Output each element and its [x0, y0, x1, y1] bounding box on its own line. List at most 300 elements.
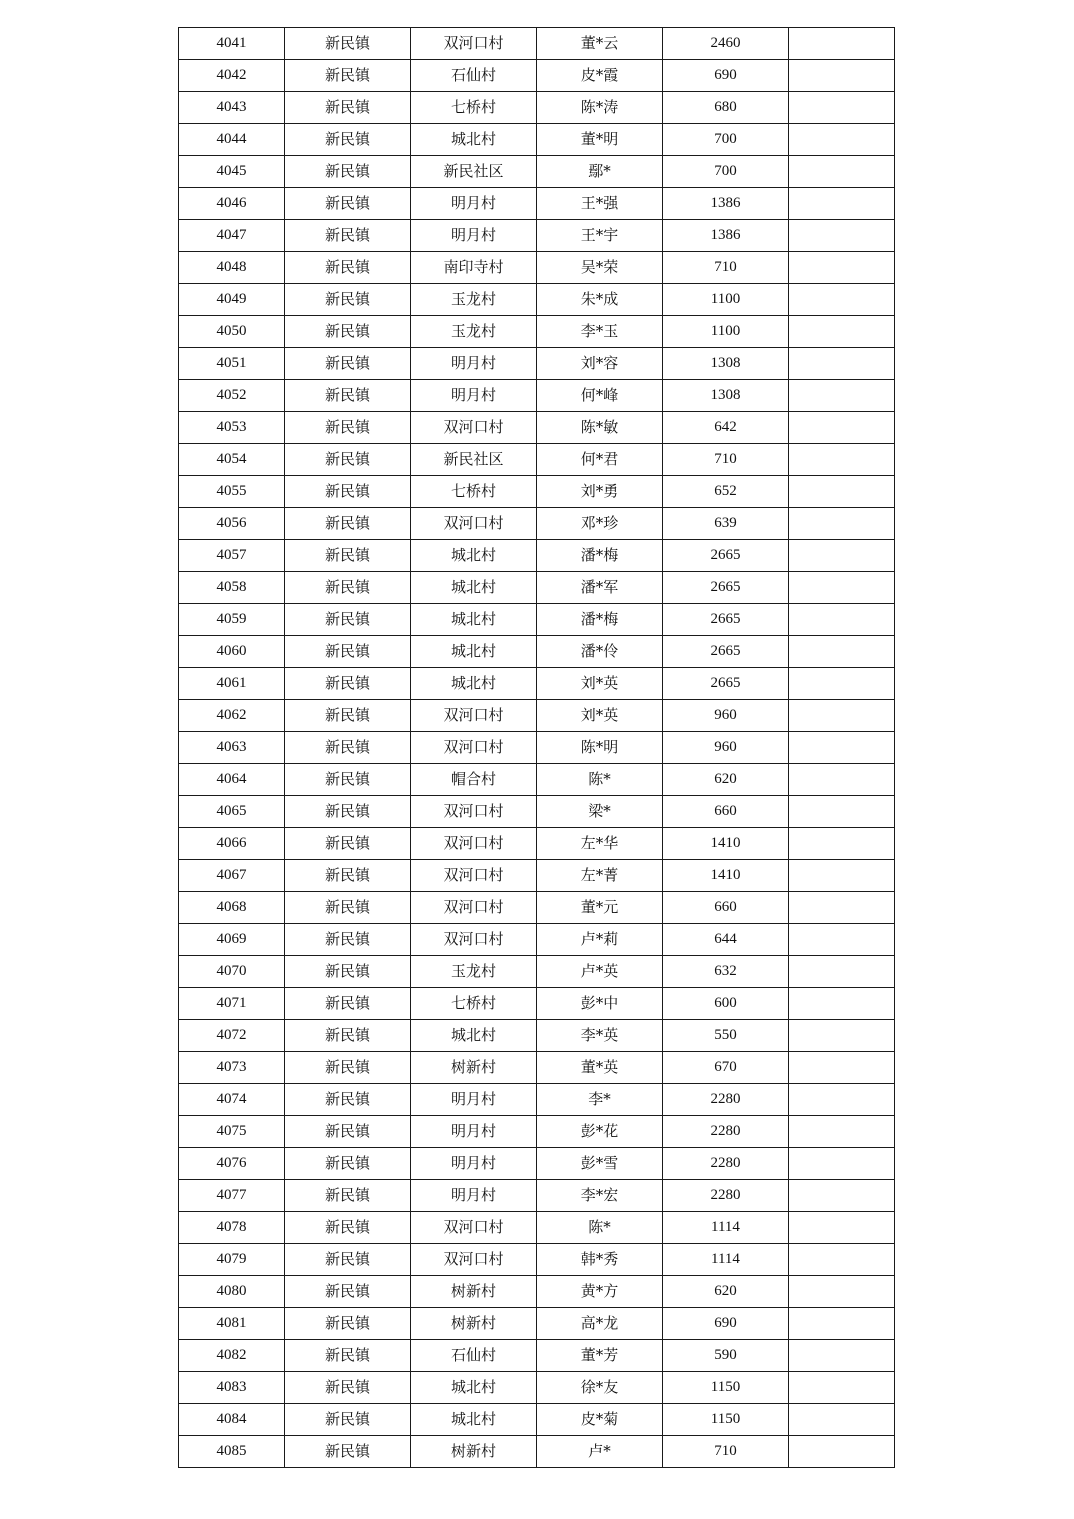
name-cell: 陈*敏 — [537, 412, 663, 444]
row-number: 4061 — [179, 668, 285, 700]
town-cell: 新民镇 — [285, 444, 411, 476]
village-cell: 明月村 — [411, 380, 537, 412]
table-row — [179, 1084, 895, 1116]
name-cell: 何*君 — [537, 444, 663, 476]
remark-cell — [789, 444, 895, 476]
amount-cell: 1386 — [663, 188, 789, 220]
row-number: 4052 — [179, 380, 285, 412]
amount-cell: 590 — [663, 1340, 789, 1372]
row-number: 4058 — [179, 572, 285, 604]
remark-cell — [789, 60, 895, 92]
village-cell: 石仙村 — [411, 60, 537, 92]
row-number: 4080 — [179, 1276, 285, 1308]
town-cell: 新民镇 — [285, 1020, 411, 1052]
village-cell: 城北村 — [411, 540, 537, 572]
remark-cell — [789, 988, 895, 1020]
table-row — [179, 1116, 895, 1148]
row-number: 4084 — [179, 1404, 285, 1436]
name-cell: 董*元 — [537, 892, 663, 924]
town-cell: 新民镇 — [285, 380, 411, 412]
table-row — [179, 1276, 895, 1308]
town-cell: 新民镇 — [285, 156, 411, 188]
table-row — [179, 60, 895, 92]
amount-cell: 2665 — [663, 668, 789, 700]
name-cell: 李*宏 — [537, 1180, 663, 1212]
table-row — [179, 380, 895, 412]
town-cell: 新民镇 — [285, 860, 411, 892]
town-cell: 新民镇 — [285, 892, 411, 924]
amount-cell: 1308 — [663, 348, 789, 380]
name-cell: 陈* — [537, 1212, 663, 1244]
name-cell: 左*菁 — [537, 860, 663, 892]
village-cell: 双河口村 — [411, 1212, 537, 1244]
town-cell: 新民镇 — [285, 668, 411, 700]
town-cell: 新民镇 — [285, 796, 411, 828]
amount-cell: 2665 — [663, 604, 789, 636]
remark-cell — [789, 92, 895, 124]
name-cell: 董*英 — [537, 1052, 663, 1084]
amount-cell: 1308 — [663, 380, 789, 412]
table-row — [179, 316, 895, 348]
row-number: 4082 — [179, 1340, 285, 1372]
table-row — [179, 572, 895, 604]
remark-cell — [789, 700, 895, 732]
village-cell: 明月村 — [411, 1180, 537, 1212]
amount-cell: 700 — [663, 156, 789, 188]
village-cell: 双河口村 — [411, 924, 537, 956]
remark-cell — [789, 1052, 895, 1084]
table-row — [179, 252, 895, 284]
remark-cell — [789, 1084, 895, 1116]
town-cell: 新民镇 — [285, 1244, 411, 1276]
name-cell: 鄢* — [537, 156, 663, 188]
row-number: 4048 — [179, 252, 285, 284]
row-number: 4066 — [179, 828, 285, 860]
name-cell: 李* — [537, 1084, 663, 1116]
table-row — [179, 1340, 895, 1372]
table-row — [179, 1404, 895, 1436]
town-cell: 新民镇 — [285, 1148, 411, 1180]
amount-cell: 1386 — [663, 220, 789, 252]
table-row — [179, 1148, 895, 1180]
row-number: 4060 — [179, 636, 285, 668]
name-cell: 皮*菊 — [537, 1404, 663, 1436]
table-row — [179, 28, 895, 60]
town-cell: 新民镇 — [285, 764, 411, 796]
amount-cell: 2665 — [663, 540, 789, 572]
amount-cell: 710 — [663, 444, 789, 476]
name-cell: 何*峰 — [537, 380, 663, 412]
name-cell: 陈* — [537, 764, 663, 796]
amount-cell: 690 — [663, 1308, 789, 1340]
row-number: 4085 — [179, 1436, 285, 1468]
name-cell: 董*云 — [537, 28, 663, 60]
remark-cell — [789, 380, 895, 412]
village-cell: 树新村 — [411, 1308, 537, 1340]
amount-cell: 660 — [663, 796, 789, 828]
row-number: 4067 — [179, 860, 285, 892]
remark-cell — [789, 1404, 895, 1436]
table-row — [179, 188, 895, 220]
remark-cell — [789, 412, 895, 444]
name-cell: 李*英 — [537, 1020, 663, 1052]
remark-cell — [789, 732, 895, 764]
remark-cell — [789, 156, 895, 188]
amount-cell: 1100 — [663, 284, 789, 316]
name-cell: 潘*梅 — [537, 540, 663, 572]
table-row — [179, 1180, 895, 1212]
name-cell: 卢* — [537, 1436, 663, 1468]
table-row — [179, 156, 895, 188]
remark-cell — [789, 668, 895, 700]
name-cell: 卢*莉 — [537, 924, 663, 956]
name-cell: 陈*明 — [537, 732, 663, 764]
table-body — [179, 28, 895, 1468]
remark-cell — [789, 1180, 895, 1212]
village-cell: 双河口村 — [411, 892, 537, 924]
name-cell: 黄*方 — [537, 1276, 663, 1308]
remark-cell — [789, 796, 895, 828]
village-cell: 城北村 — [411, 636, 537, 668]
amount-cell: 652 — [663, 476, 789, 508]
village-cell: 明月村 — [411, 220, 537, 252]
remark-cell — [789, 604, 895, 636]
town-cell: 新民镇 — [285, 316, 411, 348]
amount-cell: 550 — [663, 1020, 789, 1052]
name-cell: 潘*军 — [537, 572, 663, 604]
town-cell: 新民镇 — [285, 636, 411, 668]
village-cell: 七桥村 — [411, 988, 537, 1020]
amount-cell: 2280 — [663, 1084, 789, 1116]
village-cell: 城北村 — [411, 668, 537, 700]
name-cell: 彭*雪 — [537, 1148, 663, 1180]
village-cell: 南印寺村 — [411, 252, 537, 284]
remark-cell — [789, 1436, 895, 1468]
row-number: 4078 — [179, 1212, 285, 1244]
row-number: 4074 — [179, 1084, 285, 1116]
village-cell: 七桥村 — [411, 476, 537, 508]
amount-cell: 642 — [663, 412, 789, 444]
remark-cell — [789, 508, 895, 540]
name-cell: 邓*珍 — [537, 508, 663, 540]
town-cell: 新民镇 — [285, 540, 411, 572]
amount-cell: 710 — [663, 252, 789, 284]
town-cell: 新民镇 — [285, 700, 411, 732]
table-row — [179, 764, 895, 796]
remark-cell — [789, 828, 895, 860]
row-number: 4041 — [179, 28, 285, 60]
town-cell: 新民镇 — [285, 732, 411, 764]
remark-cell — [789, 1116, 895, 1148]
amount-cell: 2665 — [663, 636, 789, 668]
row-number: 4070 — [179, 956, 285, 988]
amount-cell: 2665 — [663, 572, 789, 604]
amount-cell: 700 — [663, 124, 789, 156]
row-number: 4044 — [179, 124, 285, 156]
name-cell: 董*芳 — [537, 1340, 663, 1372]
village-cell: 双河口村 — [411, 732, 537, 764]
table-row — [179, 860, 895, 892]
table-row — [179, 956, 895, 988]
table-row — [179, 412, 895, 444]
town-cell: 新民镇 — [285, 124, 411, 156]
village-cell: 城北村 — [411, 1404, 537, 1436]
village-cell: 明月村 — [411, 348, 537, 380]
village-cell: 玉龙村 — [411, 316, 537, 348]
row-number: 4072 — [179, 1020, 285, 1052]
table-row — [179, 636, 895, 668]
table-row — [179, 668, 895, 700]
amount-cell: 1100 — [663, 316, 789, 348]
amount-cell: 710 — [663, 1436, 789, 1468]
remark-cell — [789, 252, 895, 284]
amount-cell: 690 — [663, 60, 789, 92]
row-number: 4071 — [179, 988, 285, 1020]
town-cell: 新民镇 — [285, 28, 411, 60]
row-number: 4049 — [179, 284, 285, 316]
town-cell: 新民镇 — [285, 60, 411, 92]
remark-cell — [789, 348, 895, 380]
row-number: 4063 — [179, 732, 285, 764]
village-cell: 双河口村 — [411, 700, 537, 732]
table-row — [179, 892, 895, 924]
row-number: 4051 — [179, 348, 285, 380]
table-row — [179, 1372, 895, 1404]
village-cell: 石仙村 — [411, 1340, 537, 1372]
amount-cell: 644 — [663, 924, 789, 956]
village-cell: 城北村 — [411, 1372, 537, 1404]
town-cell: 新民镇 — [285, 1276, 411, 1308]
village-cell: 明月村 — [411, 1084, 537, 1116]
table-row — [179, 348, 895, 380]
table-row — [179, 284, 895, 316]
remark-cell — [789, 1020, 895, 1052]
row-number: 4076 — [179, 1148, 285, 1180]
remark-cell — [789, 1276, 895, 1308]
town-cell: 新民镇 — [285, 1308, 411, 1340]
remark-cell — [789, 636, 895, 668]
remark-cell — [789, 1308, 895, 1340]
row-number: 4069 — [179, 924, 285, 956]
row-number: 4062 — [179, 700, 285, 732]
village-cell: 七桥村 — [411, 92, 537, 124]
name-cell: 朱*成 — [537, 284, 663, 316]
amount-cell: 1410 — [663, 860, 789, 892]
village-cell: 双河口村 — [411, 508, 537, 540]
row-number: 4064 — [179, 764, 285, 796]
name-cell: 梁* — [537, 796, 663, 828]
village-cell: 双河口村 — [411, 412, 537, 444]
remark-cell — [789, 316, 895, 348]
name-cell: 董*明 — [537, 124, 663, 156]
table-row — [179, 1052, 895, 1084]
row-number: 4077 — [179, 1180, 285, 1212]
village-cell: 树新村 — [411, 1052, 537, 1084]
row-number: 4053 — [179, 412, 285, 444]
row-number: 4065 — [179, 796, 285, 828]
amount-cell: 620 — [663, 764, 789, 796]
name-cell: 王*强 — [537, 188, 663, 220]
row-number: 4083 — [179, 1372, 285, 1404]
town-cell: 新民镇 — [285, 476, 411, 508]
town-cell: 新民镇 — [285, 924, 411, 956]
town-cell: 新民镇 — [285, 1340, 411, 1372]
row-number: 4073 — [179, 1052, 285, 1084]
name-cell: 陈*涛 — [537, 92, 663, 124]
town-cell: 新民镇 — [285, 284, 411, 316]
amount-cell: 639 — [663, 508, 789, 540]
table-row — [179, 124, 895, 156]
table-row — [179, 508, 895, 540]
name-cell: 彭*中 — [537, 988, 663, 1020]
table-row — [179, 796, 895, 828]
town-cell: 新民镇 — [285, 828, 411, 860]
town-cell: 新民镇 — [285, 1404, 411, 1436]
town-cell: 新民镇 — [285, 348, 411, 380]
name-cell: 韩*秀 — [537, 1244, 663, 1276]
name-cell: 皮*霞 — [537, 60, 663, 92]
amount-cell: 620 — [663, 1276, 789, 1308]
amount-cell: 2280 — [663, 1180, 789, 1212]
row-number: 4059 — [179, 604, 285, 636]
remark-cell — [789, 892, 895, 924]
remark-cell — [789, 540, 895, 572]
town-cell: 新民镇 — [285, 1212, 411, 1244]
amount-cell: 1410 — [663, 828, 789, 860]
table-row — [179, 476, 895, 508]
village-cell: 双河口村 — [411, 796, 537, 828]
village-cell: 城北村 — [411, 1020, 537, 1052]
town-cell: 新民镇 — [285, 1052, 411, 1084]
table-row — [179, 540, 895, 572]
remark-cell — [789, 1148, 895, 1180]
remark-cell — [789, 572, 895, 604]
remark-cell — [789, 188, 895, 220]
village-cell: 双河口村 — [411, 28, 537, 60]
remark-cell — [789, 1244, 895, 1276]
name-cell: 卢*英 — [537, 956, 663, 988]
amount-cell: 1114 — [663, 1244, 789, 1276]
remark-cell — [789, 28, 895, 60]
remark-cell — [789, 1372, 895, 1404]
village-cell: 新民社区 — [411, 156, 537, 188]
village-cell: 双河口村 — [411, 860, 537, 892]
table-row — [179, 444, 895, 476]
town-cell: 新民镇 — [285, 1180, 411, 1212]
town-cell: 新民镇 — [285, 1372, 411, 1404]
amount-cell: 1150 — [663, 1404, 789, 1436]
town-cell: 新民镇 — [285, 604, 411, 636]
amount-cell: 632 — [663, 956, 789, 988]
town-cell: 新民镇 — [285, 92, 411, 124]
name-cell: 高*龙 — [537, 1308, 663, 1340]
town-cell: 新民镇 — [285, 1084, 411, 1116]
amount-cell: 960 — [663, 700, 789, 732]
village-cell: 玉龙村 — [411, 284, 537, 316]
row-number: 4055 — [179, 476, 285, 508]
town-cell: 新民镇 — [285, 252, 411, 284]
town-cell: 新民镇 — [285, 220, 411, 252]
name-cell: 刘*英 — [537, 700, 663, 732]
table-row — [179, 220, 895, 252]
remark-cell — [789, 924, 895, 956]
row-number: 4050 — [179, 316, 285, 348]
row-number: 4079 — [179, 1244, 285, 1276]
amount-cell: 600 — [663, 988, 789, 1020]
town-cell: 新民镇 — [285, 188, 411, 220]
remark-cell — [789, 1212, 895, 1244]
town-cell: 新民镇 — [285, 412, 411, 444]
remark-cell — [789, 124, 895, 156]
remark-cell — [789, 220, 895, 252]
table-row — [179, 700, 895, 732]
town-cell: 新民镇 — [285, 956, 411, 988]
village-cell: 玉龙村 — [411, 956, 537, 988]
town-cell: 新民镇 — [285, 988, 411, 1020]
remark-cell — [789, 956, 895, 988]
amount-cell: 670 — [663, 1052, 789, 1084]
village-cell: 双河口村 — [411, 1244, 537, 1276]
town-cell: 新民镇 — [285, 1116, 411, 1148]
name-cell: 吴*荣 — [537, 252, 663, 284]
village-cell: 帽合村 — [411, 764, 537, 796]
remark-cell — [789, 764, 895, 796]
amount-cell: 1150 — [663, 1372, 789, 1404]
amount-cell: 2280 — [663, 1116, 789, 1148]
row-number: 4068 — [179, 892, 285, 924]
name-cell: 彭*花 — [537, 1116, 663, 1148]
village-cell: 城北村 — [411, 572, 537, 604]
town-cell: 新民镇 — [285, 572, 411, 604]
row-number: 4046 — [179, 188, 285, 220]
table-row — [179, 828, 895, 860]
name-cell: 刘*英 — [537, 668, 663, 700]
village-cell: 明月村 — [411, 1148, 537, 1180]
row-number: 4054 — [179, 444, 285, 476]
name-cell: 刘*容 — [537, 348, 663, 380]
village-cell: 树新村 — [411, 1276, 537, 1308]
amount-cell: 2280 — [663, 1148, 789, 1180]
table-row — [179, 604, 895, 636]
row-number: 4056 — [179, 508, 285, 540]
table-row — [179, 1020, 895, 1052]
remark-cell — [789, 476, 895, 508]
name-cell: 潘*梅 — [537, 604, 663, 636]
table-row — [179, 732, 895, 764]
town-cell: 新民镇 — [285, 508, 411, 540]
name-cell: 徐*友 — [537, 1372, 663, 1404]
amount-cell: 2460 — [663, 28, 789, 60]
row-number: 4047 — [179, 220, 285, 252]
village-cell: 双河口村 — [411, 828, 537, 860]
data-table — [178, 27, 895, 1468]
town-cell: 新民镇 — [285, 1436, 411, 1468]
row-number: 4075 — [179, 1116, 285, 1148]
amount-cell: 660 — [663, 892, 789, 924]
row-number: 4045 — [179, 156, 285, 188]
table-row — [179, 92, 895, 124]
row-number: 4042 — [179, 60, 285, 92]
village-cell: 新民社区 — [411, 444, 537, 476]
village-cell: 城北村 — [411, 124, 537, 156]
table-row — [179, 1308, 895, 1340]
name-cell: 王*宇 — [537, 220, 663, 252]
village-cell: 明月村 — [411, 188, 537, 220]
remark-cell — [789, 284, 895, 316]
row-number: 4043 — [179, 92, 285, 124]
village-cell: 城北村 — [411, 604, 537, 636]
amount-cell: 680 — [663, 92, 789, 124]
